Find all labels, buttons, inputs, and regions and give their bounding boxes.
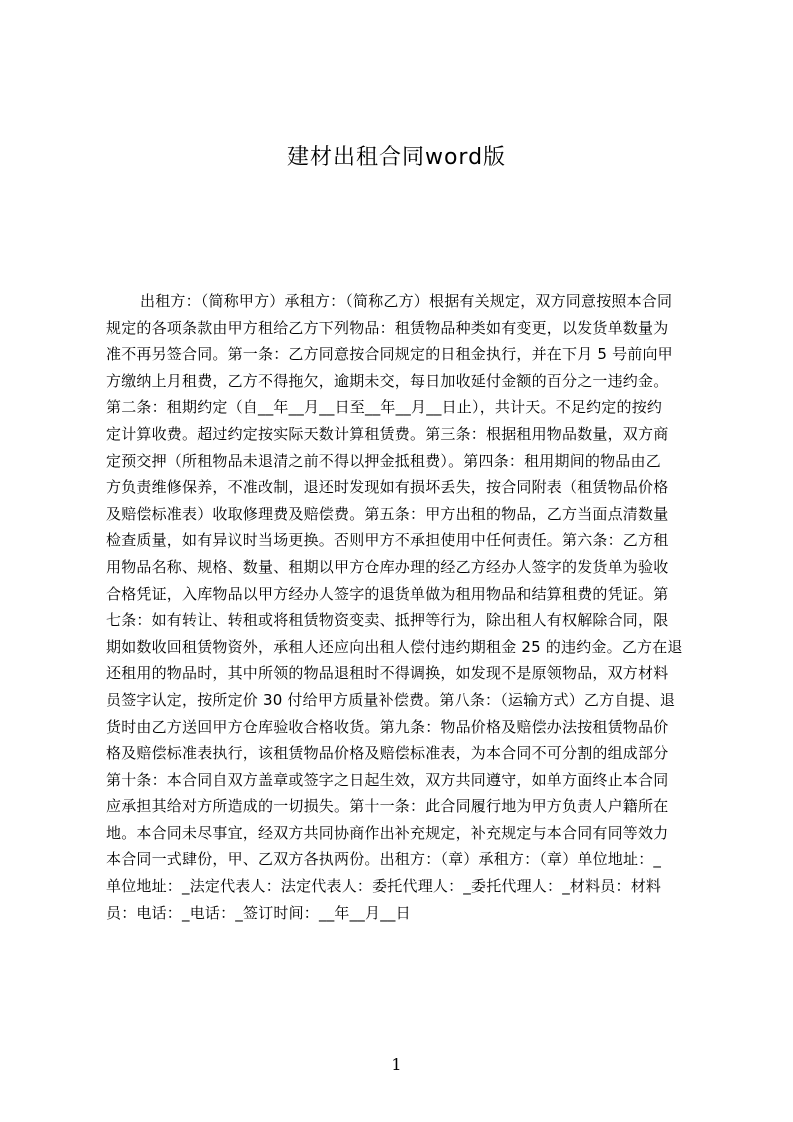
body-line: 地。本合同未尽事宜，经双方共同协商作出补充规定，补充规定与本合同有同等效力	[106, 823, 669, 842]
document-title: 建材出租合同word版	[286, 145, 507, 170]
body-line: 员签字认定，按所定价 30 付给甲方质量补偿费。第八条：（运输方式）乙方自提、退	[106, 690, 676, 709]
body-line: 合格凭证，入库物品以甲方经办人签字的退货单做为租用物品和结算租费的凭证。第	[106, 584, 669, 603]
body-line: 第十条：本合同自双方盖章或签字之日起生效，双方共同遵守，如单方面终止本合同	[106, 770, 669, 789]
body-line: 货时由乙方送回甲方仓库验收合格收货。第九条：物品价格及赔偿办法按租赁物品价	[106, 717, 669, 736]
contract-body	[106, 288, 698, 928]
body-line: 应承担其给对方所造成的一切损失。第十一条：此合同履行地为甲方负责人户籍所在	[106, 797, 669, 816]
body-line: 还租用的物品时，其中所领的物品退租时不得调换，如发现不是原领物品，双方材料	[106, 664, 669, 683]
body-line: 检查质量，如有异议时当场更换。否则甲方不承担使用中任何责任。第六条：乙方租	[106, 531, 669, 550]
body-line: 期如数收回租赁物资外，承租人还应向出租人偿付违约期租金 25 的违约金。乙方在退	[106, 637, 683, 656]
body-line: 定计算收费。超过约定按实际天数计算租赁费。第三条：根据租用物品数量，双方商	[106, 424, 669, 443]
body-line: 七条：如有转让、转租或将租赁物资变卖、抵押等行为，除出租人有权解除合同，限	[106, 611, 669, 630]
body-line: 员：电话：_电话：_签订时间：__年__月__日	[106, 903, 411, 922]
body-line: 出租方：（简称甲方）承租方：（简称乙方）根据有关规定，双方同意按照本合同	[140, 292, 673, 310]
body-line: 方缴纳上月租费，乙方不得拖欠，逾期未交，每日加收延付金额的百分之一违约金。	[106, 371, 669, 390]
body-line: 第二条：租期约定（自__年__月__日至__年__月__日止），共计天。不足约定的按约	[106, 398, 663, 417]
body-line: 规定的各项条款由甲方租给乙方下列物品：租赁物品种类如有变更，以发货单数量为	[106, 318, 669, 337]
page-number: 1	[391, 1055, 402, 1074]
body-line: 准不再另签合同。第一条：乙方同意按合同规定的日租金执行，并在下月 5 号前向甲	[106, 345, 673, 364]
body-line: 用物品名称、规格、数量、租期以甲方仓库办理的经乙方经办人签字的发货单为验收	[106, 557, 669, 576]
body-line: 格及赔偿标准表执行，该租赁物品价格及赔偿标准表，为本合同不可分割的组成部分	[106, 744, 669, 763]
body-line: 本合同一式肆份，甲、乙双方各执两份。出租方：（章）承租方：（章）单位地址：_	[106, 850, 662, 869]
body-line: 及赔偿标准表）收取修理费及赔偿费。第五条：甲方出租的物品，乙方当面点清数量	[106, 504, 669, 523]
body-line: 方负责维修保养，不准改制，退还时发现如有损坏丢失，按合同附表（租赁物品价格	[106, 478, 669, 497]
body-line: 单位地址：_法定代表人：法定代表人：委托代理人：_委托代理人：_材料员：材料	[106, 877, 662, 896]
body-line: 定预交押（所租物品未退清之前不得以押金抵租费）。第四条：租用期间的物品由乙	[106, 451, 661, 470]
